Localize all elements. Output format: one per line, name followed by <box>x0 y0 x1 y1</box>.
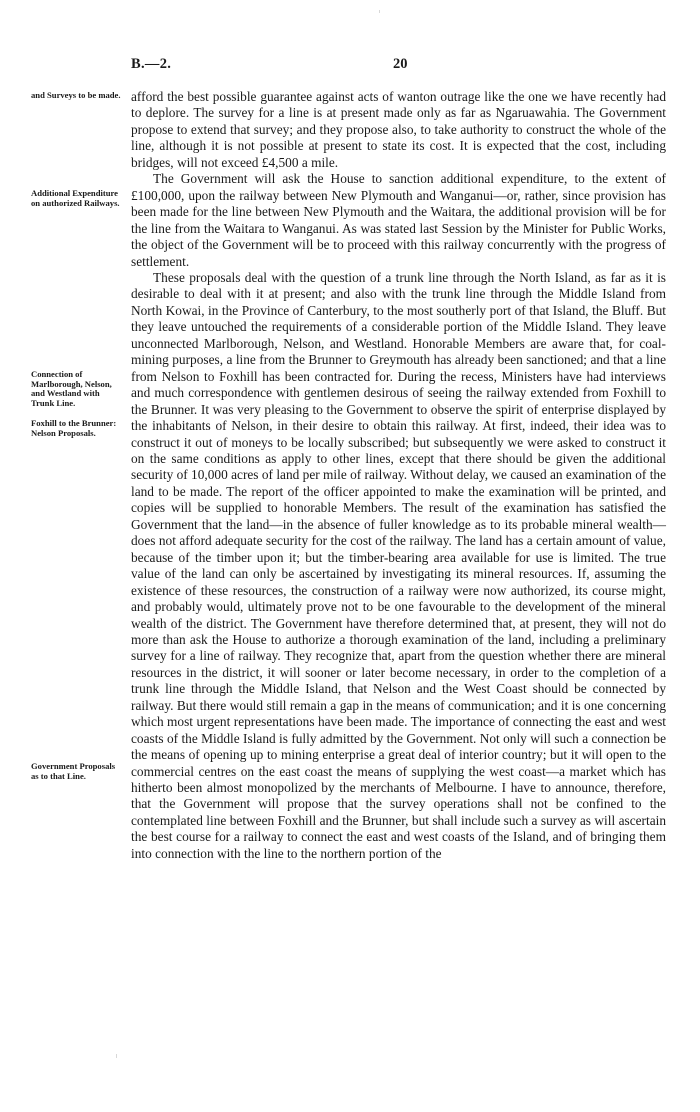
page-header <box>0 56 700 76</box>
body-text <box>131 89 666 862</box>
margin-note-surveys: and Surveys to be made. <box>31 90 121 100</box>
document-reference: B.—2. <box>131 56 172 72</box>
scan-speck <box>379 10 380 13</box>
margin-note-additional-expenditure: Additional Expenditure on authorized Railways. <box>31 188 120 208</box>
paragraph-3: These proposals deal with the question of a trunk line through the North Island, as far as it is desirable to deal with it at present; and also with the trunk line through the Middle Island from North Kowai, in the Province of Canterbury, to the most southerly port of that Island, the Bluff. But they leave untouched the requirements of a considerable portion of the Middle Island. They leave unconnected Marlborough, Nelson, and Westland. Honorable Members are aware that, for coal-mining purposes, a line from the Brunner to Greymouth has already been sanctioned; and that a line from Nelson to Foxhill has been contracted for. During the recess, Ministers have had interviews and much correspondence with gentlemen desirous of seeing the railway extended from Foxhill to the Brunner. It was very pleasing to the Government to observe the spirit of enterprise displayed by the inhabitants of Nelson, in their desire to obtain this railway. At first, indeed, their idea was to construct it out of moneys to be locally subscribed; but subsequently we were asked to construct it on the same conditions as apply to other lines, except that there should be given the additional security of 10,000 acres of land per mile of railway. Without delay, we caused an examination of the land to be made. The report of the officer appointed to make the examination will be printed, and copies will be supplied to honorable Members. The result of the examination has satisfied the Government that the land—in the absence of fuller knowledge as to its probable mineral wealth—does not afford adequate security for the cost of the railway. The land has a certain amount of value, because of the timber upon it; but the timber-bearing area available for use is limited. The true value of the land can only be ascertained by investigating its mineral resources. If, assuming the existence of these resources, the construction of a railway were now authorized, its course might, and probably would, ultimately prove not to be one favourable to the development of the mineral wealth of the district. The Government have therefore determined that, at present, they will not do more than ask the House to authorize a thorough examination of the land, including a preliminary survey for a line of railway. They recognize that, apart from the question whether there are mineral resources in the district, it will sooner or later become necessary, in order to the completion of a trunk line through the Middle Island, that Nelson and the West Coast should be connected by railway. But there would still remain a gap in the means of communication; and it is one concerning which most urgent representations have been made. The importance of connecting the east and west coasts of the Middle Island is fully admitted by the Government. Not only will such a connection be the means of opening up to mining enterprise a great deal of interior country; but it will open to the commercial centres on the east coast the means of supplying the west coast—a market which has hitherto been almost monopolized by the merchants of Melbourne. I have to announce, therefore, that the Government will propose that the survey operations shall not be confined to the contemplated line between Foxhill and the Brunner, but shall include such a survey as will ascertain the best course for a railway to connect the east and west coasts of the Island, and of bringing them into connection with the line to the northern portion of the <box>131 269 666 861</box>
margin-note-foxhill: Foxhill to the Brunner: Nelson Proposals. <box>31 418 117 438</box>
margin-note-government-proposals: Government Proposals as to that Line. <box>31 761 116 781</box>
paragraph-1: afford the best possible guarantee against acts of wanton outrage like the one we have recently had to deplore. The survey for a line is at present made only as far as Ngaruawahia. The Government propose to extend that survey; and they propose also, to take authority to construct the whole of the line, although it is not possible at present to state its cost. It is expected that the cost, including bridges, will not exceed £4,500 a mile. <box>131 89 666 170</box>
margin-note-connection: Connection of Marlborough, Nelson, and Westland with Trunk Line. <box>31 369 112 408</box>
page-number: 20 <box>393 56 408 72</box>
paragraph-2: The Government will ask the House to sanction additional expenditure, to the extent of £100,000, upon the railway between New Plymouth and Wanganui—or, rather, since provision has been made for the line between New Plymouth and the Waitara, the additional provision will be for the line from the Waitara to Wanganui. As was stated last Session by the Minister for Public Works, the object of the Government will be to proceed with this railway concurrently with the progress of settlement. <box>131 171 666 269</box>
scan-speck <box>116 1054 117 1058</box>
